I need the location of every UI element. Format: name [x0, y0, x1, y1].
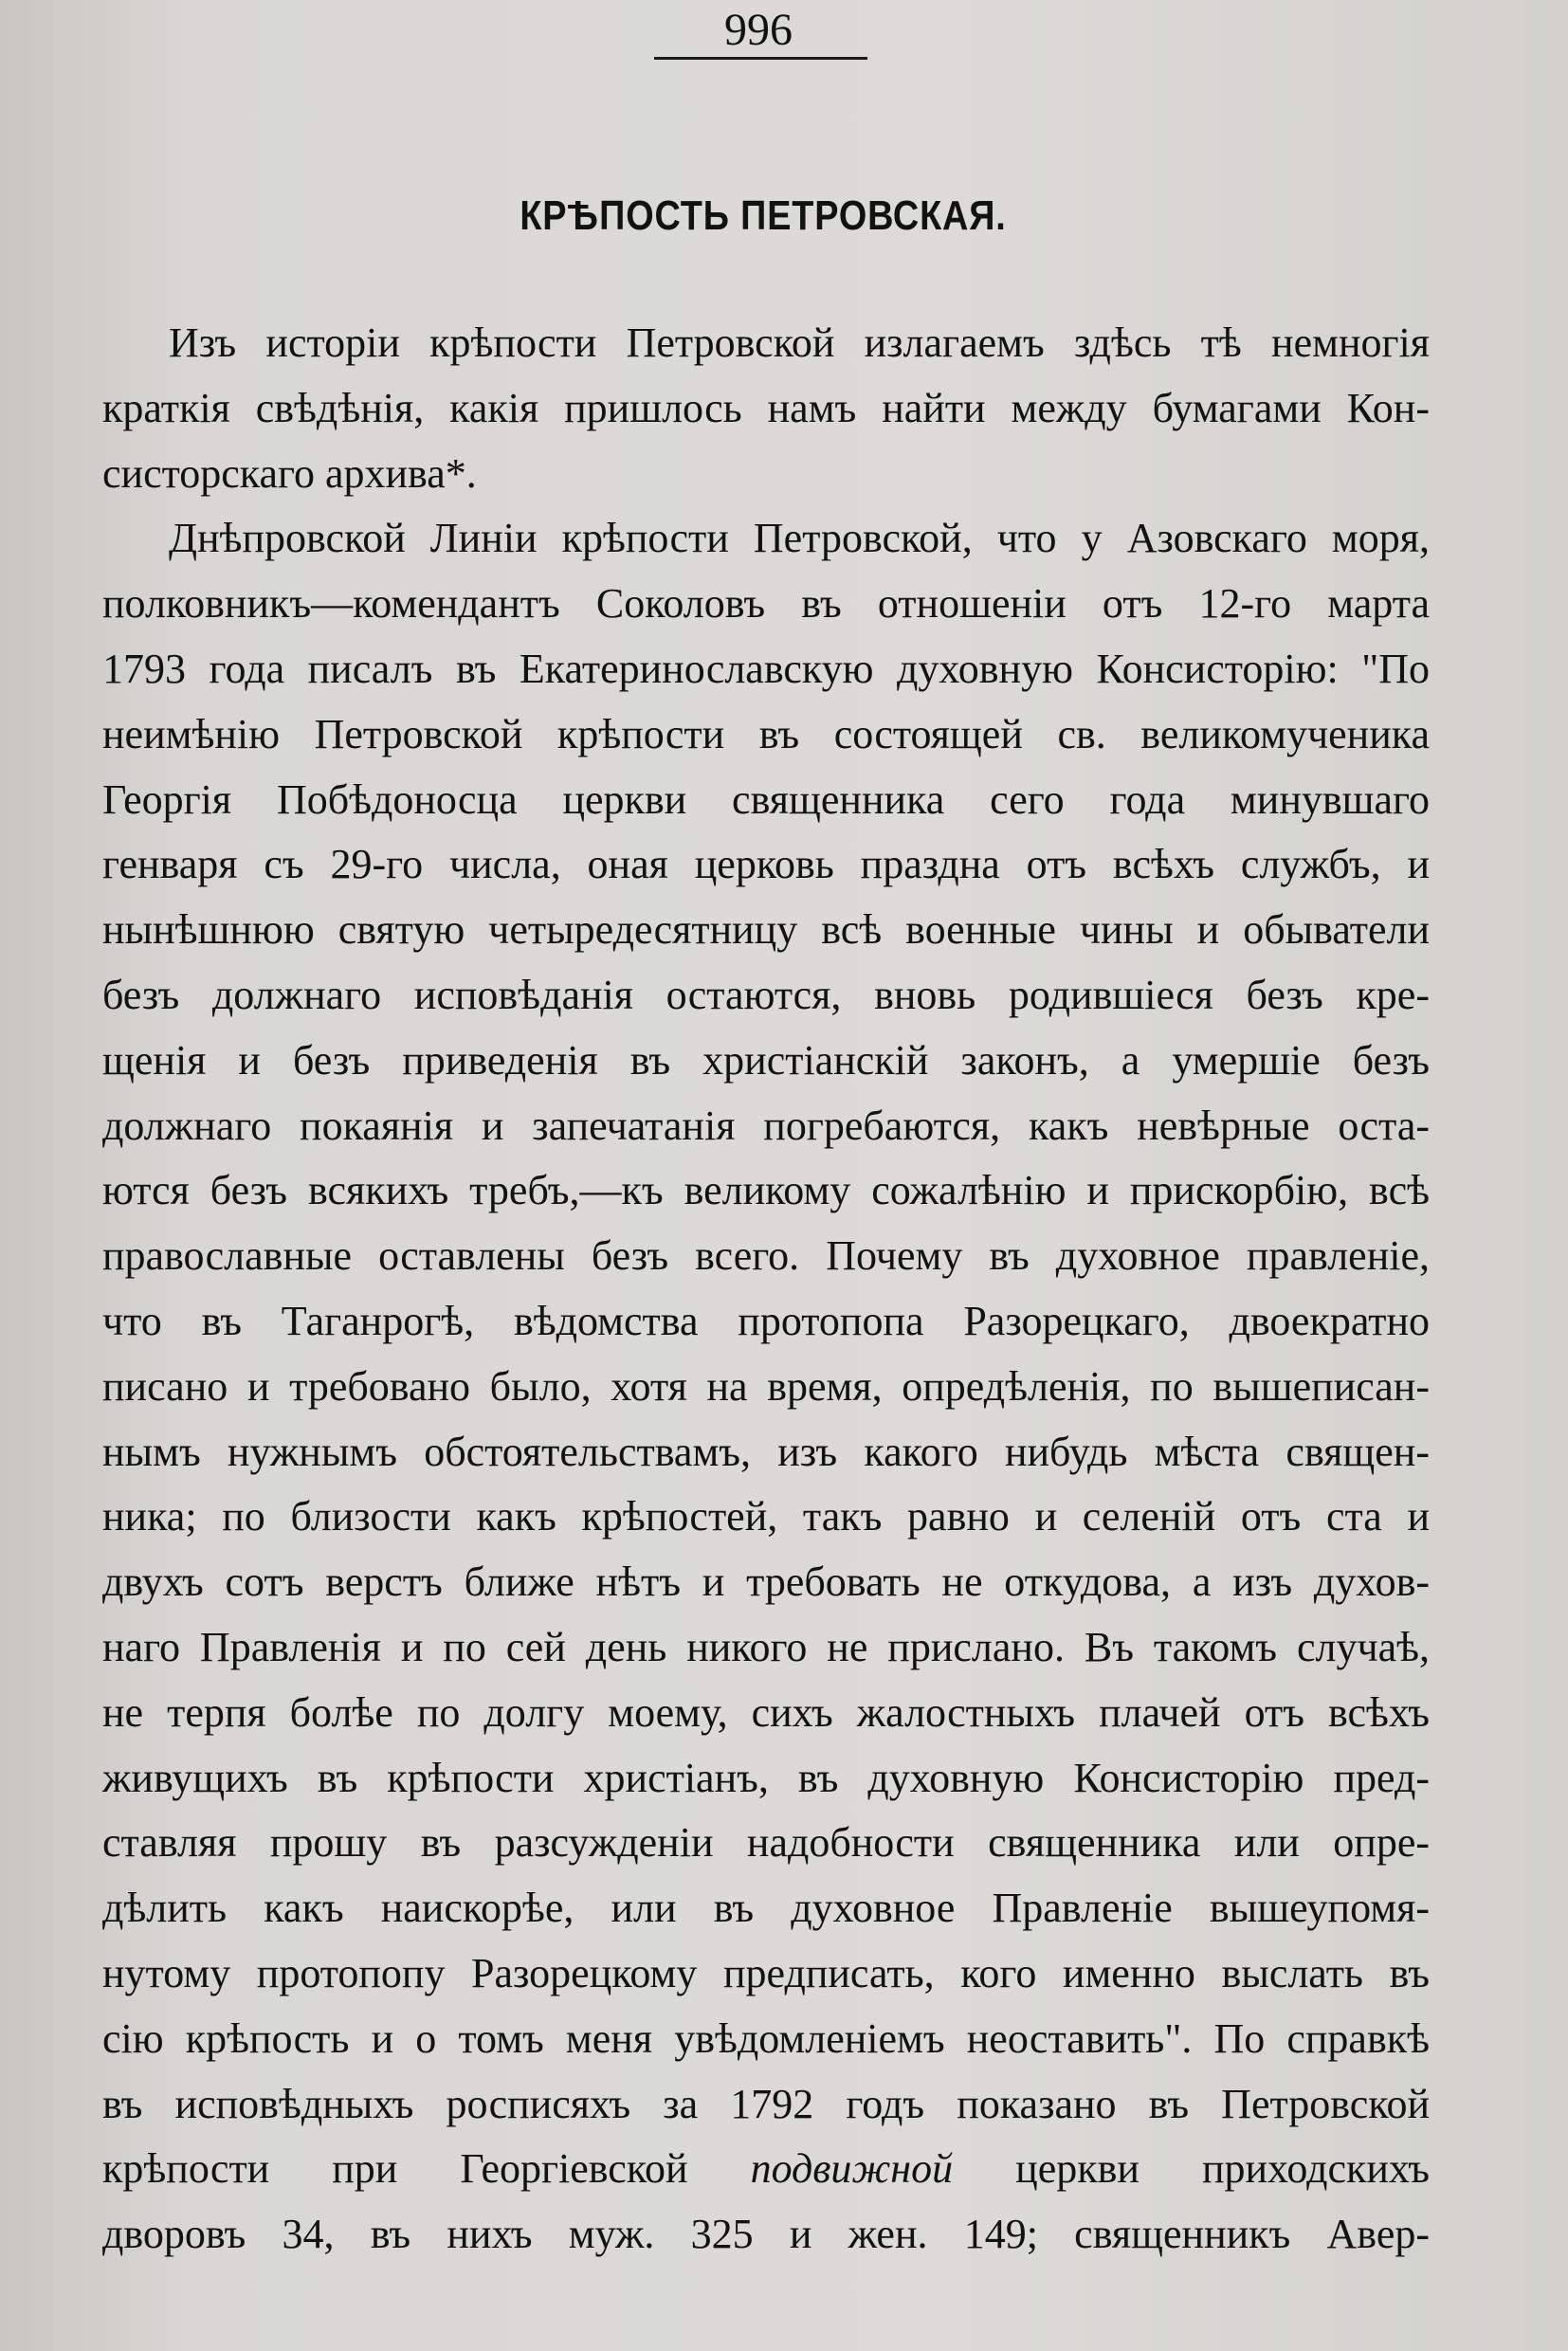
- text-line: систорскаго архива*.: [102, 449, 477, 497]
- text-line: неимѣнію Петровской крѣпости въ состоящей св. великомученика: [102, 710, 1430, 757]
- italic-word: подвижной: [750, 2145, 954, 2193]
- text-line: краткія свѣдѣнія, какія пришлось намъ найти между бумагами Кон-: [102, 384, 1430, 431]
- text-line: православные оставлены безъ всего. Почему въ духовное правленіе,: [102, 1232, 1430, 1280]
- text-line: писано и требовано было, хотя на время, опредѣленія, по вышеписан-: [102, 1362, 1430, 1410]
- text-line: должнаго покаянія и запечатанія погребаются, какъ невѣрные оста-: [102, 1102, 1430, 1149]
- text-line: генваря съ 29-го числа, оная церковь праздна отъ всѣхъ службъ, и: [102, 841, 1430, 888]
- text-line: дѣлить какъ наискорѣе, или въ духовное Правленіе вышеупомя-: [102, 1885, 1430, 1932]
- text-line: Изъ исторіи крѣпости Петровской излагаемъ здѣсь тѣ немногія: [169, 319, 1430, 366]
- text-line: не терпя болѣе по долгу моему, сихъ жалостныхъ плачей отъ всѣхъ: [102, 1688, 1430, 1736]
- text-line: ставляя прошу въ разсужденіи надобности священника или опре-: [102, 1819, 1430, 1867]
- text-line-with-italic: [102, 2137, 1430, 2202]
- text-line: полковникъ—комендантъ Соколовъ въ отношеніи отъ 12-го марта: [102, 580, 1430, 628]
- text-line: живущихъ въ крѣпости христіанъ, въ духовную Консисторію пред-: [102, 1754, 1430, 1801]
- text-line: ника; по близости какъ крѣпостей, такъ равно и селеній отъ ста и: [102, 1493, 1430, 1540]
- text-line: что въ Таганрогѣ, вѣдомства протопопа Разорецкаго, двоекратно: [102, 1297, 1430, 1344]
- text-line: сію крѣпость и о томъ меня увѣдомленіемъ неоставить". По справкѣ: [102, 2014, 1430, 2062]
- page-number-rule: [654, 57, 867, 60]
- text-line: въ исповѣдныхъ росписяхъ за 1792 годъ показано въ Петровской: [102, 2080, 1430, 2127]
- text-fragment: церкви приходскихъ: [1015, 2145, 1431, 2193]
- text-line: Днѣпровской Линіи крѣпости Петровской, что у Азовскаго моря,: [169, 515, 1430, 562]
- page-number: 996: [724, 5, 793, 55]
- text-line: ются безъ всякихъ требъ,—къ великому сожалѣнію и прискорбію, всѣ: [102, 1167, 1430, 1214]
- text-line: 1793 года писалъ въ Екатеринославскую духовную Консисторію: "По: [102, 645, 1430, 692]
- text-line: нынѣшнюю святую четыредесятницу всѣ военные чины и обыватели: [102, 906, 1430, 954]
- text-line: двухъ сотъ верстъ ближе нѣтъ и требовать не откудова, а изъ духов-: [102, 1558, 1430, 1606]
- text-line: щенія и безъ приведенія въ христіанскій законъ, а умершіе безъ: [102, 1036, 1430, 1084]
- text-line: Георгія Побѣдоносца церкви священника сего года минувшаго: [102, 775, 1430, 823]
- text-line: нымъ нужнымъ обстоятельствамъ, изъ какого нибудь мѣста священ-: [102, 1428, 1430, 1475]
- text-line: безъ должнаго исповѣданія остаются, вновь родившіеся безъ кре-: [102, 971, 1430, 1018]
- section-title: КРѢПОСТЬ ПЕТРОВСКАЯ.: [520, 192, 1007, 239]
- text-line: наго Правленія и по сей день никого не прислано. Въ такомъ случаѣ,: [102, 1623, 1430, 1670]
- text-fragment: крѣпости при Георгіевской: [102, 2145, 688, 2193]
- text-line: дворовъ 34, въ нихъ муж. 325 и жен. 149; священникъ Авер-: [102, 2211, 1430, 2258]
- body-text: [102, 311, 1430, 2268]
- text-line: нутому протопопу Разорецкому предписать, кого именно выслать въ: [102, 1949, 1430, 1996]
